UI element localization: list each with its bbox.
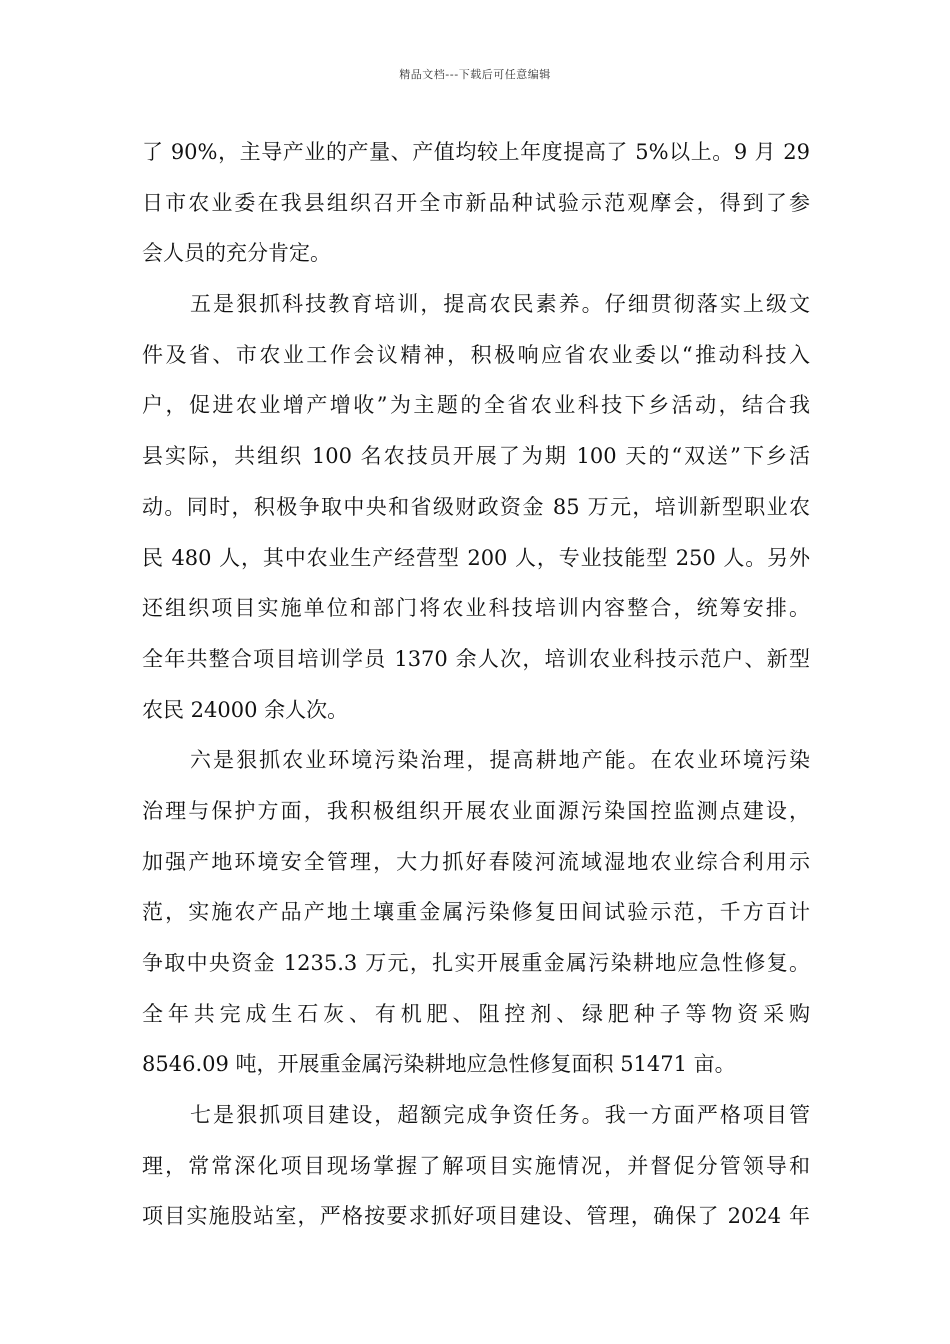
text-line: 了 90%，主导产业的产量、产值均较上年度提高了 5%以上。9 月 29 <box>142 140 810 164</box>
text-line: 项目实施股站室，严格按要求抓好项目建设、管理，确保了 2024 年 <box>142 1204 810 1229</box>
text-line: 日市农业委在我县组织召开全市新品种试验示范观摩会，得到了参 <box>142 190 810 215</box>
text-line: 还组织项目实施单位和部门将农业科技培训内容整合，统筹安排。 <box>142 596 810 621</box>
text-line: 争取中央资金 1235.3 万元，扎实开展重金属污染耕地应急性修复。 <box>142 951 810 975</box>
text-line: 七是狠抓项目建设，超额完成争资任务。我一方面严格项目管 <box>190 1103 810 1128</box>
text-line: 农民 24000 余人次。 <box>142 697 349 722</box>
text-line: 全年共完成生石灰、有机肥、阻控剂、绿肥种子等物资采购 <box>142 1001 810 1026</box>
text-line: 六是狠抓农业环境污染治理，提高耕地产能。在农业环境污染 <box>190 748 810 773</box>
document-body <box>142 131 810 1246</box>
text-line: 理，常常深化项目现场掌握了解项目实施情况，并督促分管领导和 <box>142 1153 810 1178</box>
text-line: 8546.09 吨，开展重金属污染耕地应急性修复面积 51471 亩。 <box>142 1052 736 1077</box>
text-line: 民 480 人，其中农业生产经营型 200 人，专业技能型 250 人。另外 <box>142 545 810 570</box>
text-line: 户，促进农业增产增收”为主题的全省农业科技下乡活动，结合我 <box>142 393 810 418</box>
text-line: 范，实施农产品产地土壤重金属污染修复田间试验示范，千方百计 <box>142 900 810 925</box>
text-line: 五是狠抓科技教育培训，提高农民素养。仔细贯彻落实上级文 <box>190 292 810 317</box>
text-line: 加强产地环境安全管理，大力抓好春陵河流域湿地农业综合利用示 <box>142 849 810 874</box>
text-line: 件及省、市农业工作会议精神，积极响应省农业委以“推动科技入 <box>142 342 810 367</box>
page-header: 精品文档---下载后可任意编辑 <box>399 68 551 81</box>
text-line: 全年共整合项目培训学员 1370 余人次，培训农业科技示范户、新型 <box>142 646 810 671</box>
text-line: 治理与保护方面，我积极组织开展农业面源污染国控监测点建设， <box>142 798 810 823</box>
text-line: 会人员的充分肯定。 <box>142 241 331 266</box>
text-line: 动。同时，积极争取中央和省级财政资金 85 万元，培训新型职业农 <box>142 494 810 519</box>
text-line: 县实际，共组织 100 名农技员开展了为期 100 天的“双送”下乡活 <box>142 444 810 469</box>
